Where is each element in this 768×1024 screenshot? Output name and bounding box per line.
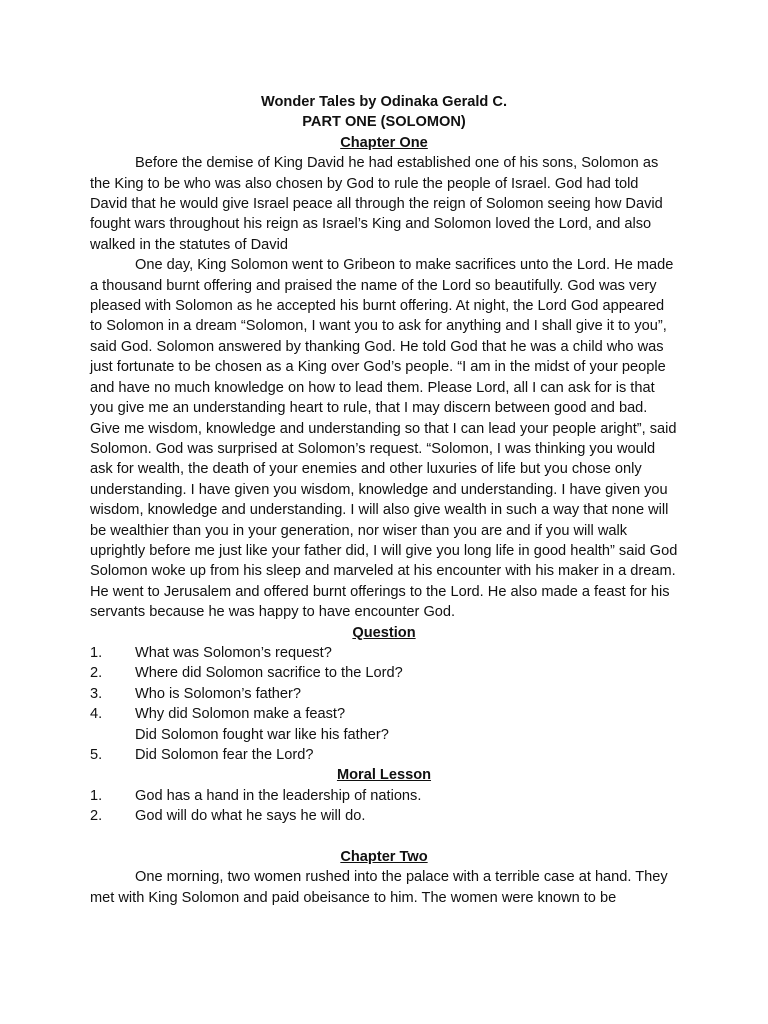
list-item [90,684,678,704]
paragraph: One day, King Solomon went to Gribeon to make sacrifices unto the Lord. He made a thousand burnt offering and praised the name of the Lord so beautifully. God was very pleased with Solomon as he accepted his burnt offering. At night, the Lord God appeared to Solomon in a dream “Solomon, I want you to ask for anything and I shall give it to you”, said God. Solomon answered by thanking God. He told God that he was a child who was just fortunate to be chosen as a King over God’s people. “I am in the midst of your people and have no much knowledge on how to lead them. Please Lord, all I can ask for is that you give me an understanding heart to rule, that I may discern between good and bad. Give me wisdom, knowledge and understanding so that I can lead your people aright”, said Solomon. God was surprised at Solomon’s request. “Solomon, I was thinking you would ask for wealth, the death of your enemies and other luxuries of life but you chose only understanding. I have given you wisdom, knowledge and understanding. I have given you wisdom, knowledge and understanding. I will also give wealth in such a way that none will be wealthier than you in your generation, nor wiser than you are and if you will walk uprightly before me just like your father did, I will give you long life in good health” said God [90,257,678,559]
list-text: Why did Solomon make a feast? [135,706,346,723]
list-text: Did Solomon fear the Lord? [135,747,314,763]
paragraph: One morning, two women rushed into the palace with a terrible case at hand. They met with King Solomon and paid obeisance to him. The women were known to be [90,869,668,906]
chapter-one-heading: Chapter One [340,134,428,151]
question-heading: Question [352,624,416,641]
list-number: 3. [90,685,103,702]
list-item [90,745,678,765]
document-page [90,92,678,908]
list-number: 1. [90,644,103,661]
question-list [90,643,678,765]
paragraph: Solomon woke up from his sleep and marveled at his encounter with his maker in a dream. He went to Jerusalem and offered burnt offerings to the Lord. He also made a feast for his servants because he was happy to have encounter God. [90,563,676,621]
list-number: 1. [90,787,103,804]
moral-list [90,786,678,827]
list-number: 4. [90,706,103,723]
list-number: 2. [90,665,103,682]
list-text: God has a hand in the leadership of nations. [135,787,422,804]
document-title: Wonder Tales by Odinaka Gerald C. [261,94,507,110]
list-item [90,786,678,806]
list-item [90,806,678,826]
list-text: Did Solomon fought war like his father? [135,726,389,743]
list-item [90,704,678,724]
list-item [90,663,678,683]
list-text: God will do what he says he will do. [135,808,366,825]
list-text: Who is Solomon’s father? [135,685,302,702]
list-item [90,643,678,663]
moral-lesson-heading: Moral Lesson [336,767,432,784]
list-number [90,725,135,745]
list-text: What was Solomon’s request? [135,644,332,661]
part-title: PART ONE (SOLOMON) [302,114,466,131]
list-text: Where did Solomon sacrifice to the Lord? [135,665,403,682]
blank-line [90,827,678,847]
paragraph: Before the demise of King David he had established one of his sons, Solomon as the King to be who was also chosen by God to rule the people of Israel. God had told David that he would give Israel peace all through the reign of Solomon seeing how David fought wars throughout his reign as Israel’s King and Solomon loved the Lord, and also walked in the statutes of David [90,155,663,253]
list-number: 5. [90,747,103,763]
list-number: 2. [90,808,103,825]
list-item [90,725,678,745]
chapter-two-heading: Chapter Two [340,849,428,866]
